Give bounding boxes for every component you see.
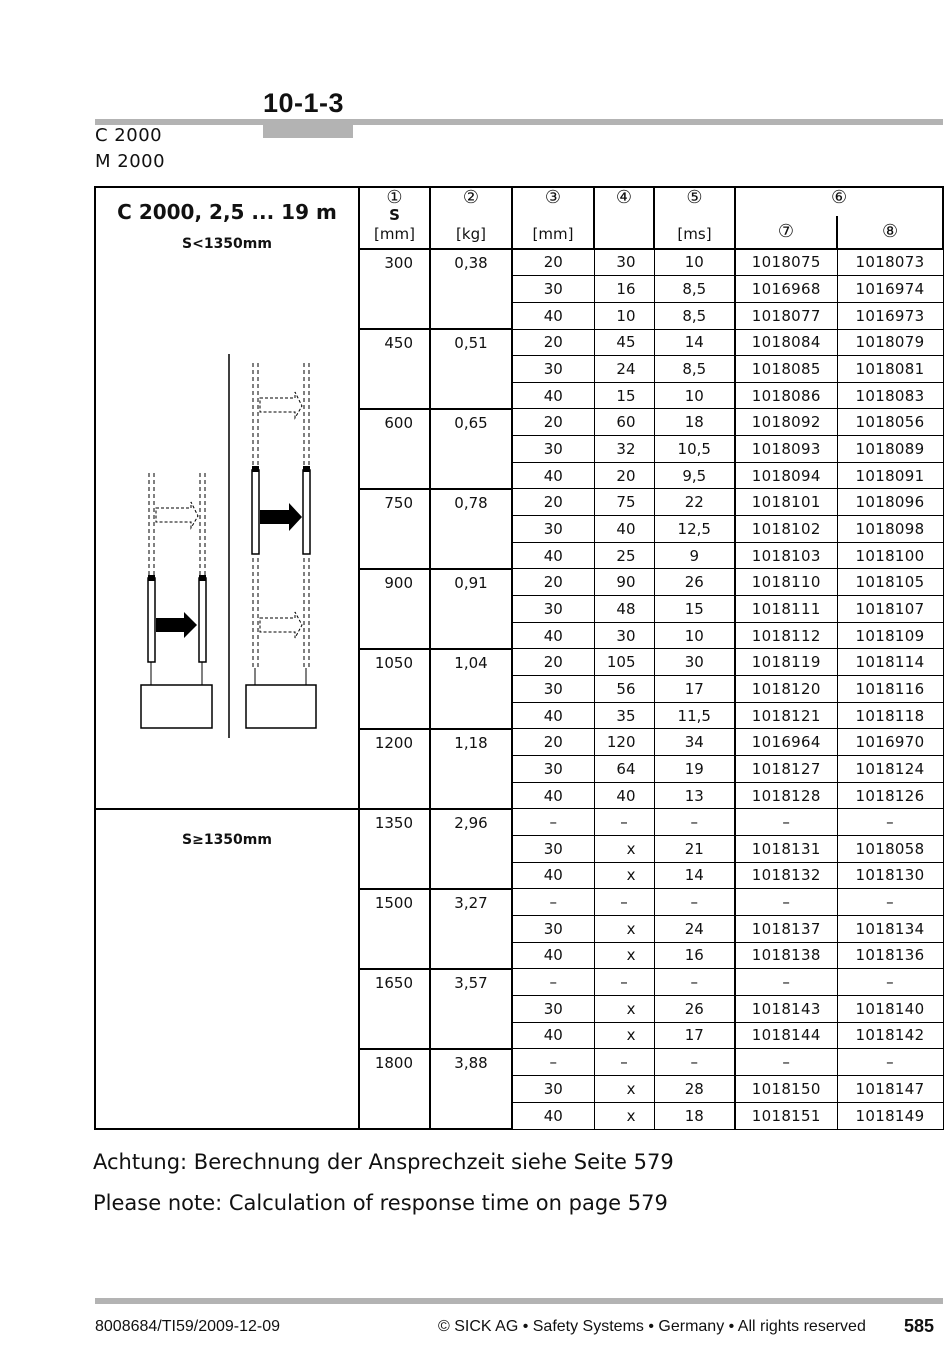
- part-number: 1018142: [837, 1022, 943, 1049]
- part-number: 1016968: [735, 276, 837, 303]
- weight-kg: 2,96: [430, 809, 512, 889]
- resolution: 30: [512, 276, 594, 303]
- value-4: –: [594, 809, 654, 836]
- part-number: 1016970: [837, 729, 943, 756]
- note-german: Achtung: Berechnung der Ansprechzeit siehe Seite 579: [93, 1150, 674, 1174]
- part-number: 1018147: [837, 1075, 943, 1102]
- part-number: 1018110: [735, 569, 837, 596]
- spacer: [595, 208, 653, 222]
- base-block: [246, 685, 316, 728]
- header-rule-tab: [263, 119, 353, 138]
- response-time: 17: [654, 676, 735, 703]
- part-number: –: [837, 809, 943, 836]
- value-4: –: [594, 1049, 654, 1076]
- resolution: 30: [512, 915, 594, 942]
- part-number: –: [837, 969, 943, 996]
- part-number: 1018138: [735, 942, 837, 969]
- value-4: 24: [594, 356, 654, 383]
- part-number: –: [837, 889, 943, 916]
- resolution: 30: [512, 676, 594, 703]
- model-name: C 2000: [95, 125, 163, 146]
- column-header: [735, 187, 943, 216]
- distance-s: 1050: [359, 649, 430, 729]
- part-number: –: [735, 889, 837, 916]
- dashed-arrow: [156, 502, 198, 528]
- part-number: 1018058: [837, 835, 943, 862]
- column-number: ④: [615, 187, 633, 208]
- page-number: 585: [904, 1316, 935, 1336]
- value-4: 40: [594, 782, 654, 809]
- column-number: ⑤: [686, 187, 703, 208]
- part-number: 1018136: [837, 942, 943, 969]
- distance-s: 300: [359, 249, 430, 329]
- part-number: 1018101: [735, 489, 837, 516]
- part-number: 1018096: [837, 489, 943, 516]
- resolution: 30: [512, 756, 594, 783]
- part-number: 1018073: [837, 249, 943, 276]
- resolution: 30: [512, 1075, 594, 1102]
- distance-s: 1650: [359, 969, 430, 1049]
- part-number: 1018119: [735, 649, 837, 676]
- column-number: ⑥: [830, 187, 848, 208]
- response-time: 26: [654, 995, 735, 1022]
- part-number: 1018149: [837, 1102, 943, 1129]
- response-time: 14: [654, 862, 735, 889]
- resolution: 40: [512, 1102, 594, 1129]
- product-cell: [95, 187, 359, 809]
- part-number: –: [735, 809, 837, 836]
- model-name: M 2000: [95, 151, 166, 172]
- part-number: 1018086: [735, 382, 837, 409]
- weight-kg: 0,51: [430, 329, 512, 409]
- part-number: 1018127: [735, 756, 837, 783]
- base-block: [141, 685, 212, 728]
- part-number: 1018114: [837, 649, 943, 676]
- part-number: 1018120: [735, 676, 837, 703]
- spec-table: [94, 186, 944, 1130]
- part-number: 1018079: [837, 329, 943, 356]
- response-time: 8,5: [654, 356, 735, 383]
- response-time: 21: [654, 835, 735, 862]
- part-number: 1018098: [837, 516, 943, 543]
- value-4: 16: [594, 276, 654, 303]
- resolution: –: [512, 809, 594, 836]
- column-header: [359, 187, 430, 249]
- part-number: 1018140: [837, 995, 943, 1022]
- resolution: 20: [512, 569, 594, 596]
- note-english: Please note: Calculation of response time on page 579: [93, 1191, 668, 1215]
- weight-kg: 0,78: [430, 489, 512, 569]
- product-cell-lower: [95, 809, 359, 1129]
- resolution: 20: [512, 329, 594, 356]
- distance-s: 1350: [359, 809, 430, 889]
- part-number: 1018091: [837, 462, 943, 489]
- part-number: 1018131: [735, 835, 837, 862]
- part-number: –: [735, 969, 837, 996]
- column-symbol: S: [389, 206, 400, 224]
- resolution: –: [512, 969, 594, 996]
- resolution: 20: [512, 409, 594, 436]
- response-time: –: [654, 889, 735, 916]
- document-id: 8008684/TI59/2009-12-09: [95, 1318, 281, 1335]
- part-number: 1018116: [837, 676, 943, 703]
- weight-kg: 1,18: [430, 729, 512, 809]
- resolution: 30: [512, 436, 594, 463]
- sub-column-header: ⑧: [837, 216, 943, 249]
- dashed-arrow: [260, 392, 302, 418]
- value-4: x: [594, 835, 654, 862]
- weight-kg: 1,04: [430, 649, 512, 729]
- value-4: 120: [594, 729, 654, 756]
- value-4: 30: [594, 249, 654, 276]
- resolution: 20: [512, 249, 594, 276]
- part-number: 1018111: [735, 596, 837, 623]
- response-time: 10: [654, 382, 735, 409]
- response-time: 13: [654, 782, 735, 809]
- value-4: 45: [594, 329, 654, 356]
- resolution: 40: [512, 302, 594, 329]
- resolution: 40: [512, 542, 594, 569]
- resolution: 30: [512, 835, 594, 862]
- part-number: 1018092: [735, 409, 837, 436]
- value-4: 20: [594, 462, 654, 489]
- weight-kg: 0,38: [430, 249, 512, 329]
- part-number: 1018081: [837, 356, 943, 383]
- value-4: 90: [594, 569, 654, 596]
- response-time: 17: [654, 1022, 735, 1049]
- part-number: 1018132: [735, 862, 837, 889]
- resolution: 40: [512, 1022, 594, 1049]
- value-4: x: [594, 995, 654, 1022]
- value-4: –: [594, 969, 654, 996]
- column-header: [430, 187, 512, 249]
- spacer: [513, 208, 593, 222]
- response-time: –: [654, 1049, 735, 1076]
- column-number: ③: [544, 187, 562, 208]
- dashed-arrow: [260, 612, 302, 638]
- resolution: 40: [512, 702, 594, 729]
- part-number: 1018134: [837, 915, 943, 942]
- response-time: 18: [654, 409, 735, 436]
- value-4: 30: [594, 622, 654, 649]
- part-number: 1018107: [837, 596, 943, 623]
- part-number: 1018112: [735, 622, 837, 649]
- weight-kg: 3,88: [430, 1049, 512, 1129]
- product-title: C 2000, 2,5 ... 19 m: [117, 200, 337, 224]
- response-time: –: [654, 809, 735, 836]
- value-4: x: [594, 862, 654, 889]
- part-number: 1018121: [735, 702, 837, 729]
- part-number: 1018084: [735, 329, 837, 356]
- bar-cap: [199, 575, 206, 581]
- part-number: 1018094: [735, 462, 837, 489]
- light-curtain-diagram: [96, 188, 360, 788]
- column-unit: [mm]: [532, 225, 574, 243]
- part-number: 1018105: [837, 569, 943, 596]
- value-4: x: [594, 1075, 654, 1102]
- value-4: 15: [594, 382, 654, 409]
- column-unit: [mm]: [374, 225, 415, 243]
- column-unit: [kg]: [456, 225, 486, 243]
- distance-s: 450: [359, 329, 430, 409]
- response-time: 19: [654, 756, 735, 783]
- value-4: 60: [594, 409, 654, 436]
- value-4: 10: [594, 302, 654, 329]
- sender-bar: [148, 578, 155, 662]
- resolution: 30: [512, 995, 594, 1022]
- receiver-bar: [199, 578, 206, 662]
- response-time: 18: [654, 1102, 735, 1129]
- weight-kg: 3,27: [430, 889, 512, 969]
- weight-kg: 0,91: [430, 569, 512, 649]
- table-row: [95, 809, 943, 836]
- part-number: 1018118: [837, 702, 943, 729]
- part-number: 1016974: [837, 276, 943, 303]
- part-number: 1018103: [735, 542, 837, 569]
- part-number: 1018151: [735, 1102, 837, 1129]
- header-rule: [353, 119, 943, 125]
- part-number: 1018124: [837, 756, 943, 783]
- resolution: 30: [512, 356, 594, 383]
- part-number: 1018093: [735, 436, 837, 463]
- sub-column-header: ⑦: [735, 216, 837, 249]
- distance-s: 900: [359, 569, 430, 649]
- response-time: 14: [654, 329, 735, 356]
- sender-bar: [252, 470, 259, 554]
- resolution: 40: [512, 862, 594, 889]
- response-time: 9: [654, 542, 735, 569]
- part-number: 1016973: [837, 302, 943, 329]
- response-time: 10: [654, 249, 735, 276]
- response-time: 22: [654, 489, 735, 516]
- value-4: 32: [594, 436, 654, 463]
- response-time: 30: [654, 649, 735, 676]
- value-4: x: [594, 1022, 654, 1049]
- response-time: 9,5: [654, 462, 735, 489]
- resolution: 40: [512, 382, 594, 409]
- column-number: ①: [386, 187, 403, 208]
- response-time: 10: [654, 622, 735, 649]
- part-number: 1018077: [735, 302, 837, 329]
- resolution: –: [512, 1049, 594, 1076]
- column-header: [654, 187, 735, 249]
- response-time: 26: [654, 569, 735, 596]
- part-number: 1018128: [735, 782, 837, 809]
- response-time: 24: [654, 915, 735, 942]
- resolution: –: [512, 889, 594, 916]
- part-number: –: [735, 1049, 837, 1076]
- value-4: 64: [594, 756, 654, 783]
- section-number: 10-1-3: [263, 88, 345, 118]
- bar-cap: [252, 466, 259, 472]
- copyright-notice: © SICK AG • Safety Systems • Germany • All rights reserved: [438, 1318, 866, 1335]
- resolution: 30: [512, 516, 594, 543]
- distance-s: 1500: [359, 889, 430, 969]
- distance-s: 1800: [359, 1049, 430, 1129]
- part-number: 1018056: [837, 409, 943, 436]
- bar-cap: [148, 575, 155, 581]
- value-4: 40: [594, 516, 654, 543]
- part-number: 1018144: [735, 1022, 837, 1049]
- response-time: 8,5: [654, 302, 735, 329]
- value-4: x: [594, 915, 654, 942]
- column-unit: [ms]: [677, 225, 712, 243]
- footer-rule: [95, 1298, 943, 1304]
- response-time: –: [654, 969, 735, 996]
- part-number: 1018100: [837, 542, 943, 569]
- response-time: 8,5: [654, 276, 735, 303]
- response-time: 34: [654, 729, 735, 756]
- column-number: ②: [462, 187, 480, 208]
- resolution: 40: [512, 622, 594, 649]
- weight-kg: 3,57: [430, 969, 512, 1049]
- resolution: 30: [512, 596, 594, 623]
- part-number: 1018150: [735, 1075, 837, 1102]
- resolution: 20: [512, 649, 594, 676]
- value-4: 56: [594, 676, 654, 703]
- value-4: 48: [594, 596, 654, 623]
- resolution: 20: [512, 729, 594, 756]
- column-header: [594, 187, 654, 249]
- part-number: 1018089: [837, 436, 943, 463]
- solid-arrow: [260, 503, 302, 531]
- condition-label: S≥1350mm: [182, 831, 272, 848]
- condition-label: S<1350mm: [182, 236, 272, 252]
- part-number: 1018126: [837, 782, 943, 809]
- part-number: –: [837, 1049, 943, 1076]
- value-4: x: [594, 1102, 654, 1129]
- resolution: 40: [512, 462, 594, 489]
- response-time: 10,5: [654, 436, 735, 463]
- column-header: [512, 187, 594, 249]
- receiver-bar: [303, 470, 310, 554]
- part-number: 1018137: [735, 915, 837, 942]
- response-time: 16: [654, 942, 735, 969]
- resolution: 40: [512, 782, 594, 809]
- value-4: 75: [594, 489, 654, 516]
- part-number: 1018143: [735, 995, 837, 1022]
- resolution: 40: [512, 942, 594, 969]
- part-number: 1018075: [735, 249, 837, 276]
- distance-s: 750: [359, 489, 430, 569]
- part-number: 1016964: [735, 729, 837, 756]
- value-4: –: [594, 889, 654, 916]
- header-row: [95, 187, 943, 216]
- response-time: 11,5: [654, 702, 735, 729]
- resolution: 20: [512, 489, 594, 516]
- part-number: 1018130: [837, 862, 943, 889]
- weight-kg: 0,65: [430, 409, 512, 489]
- response-time: 15: [654, 596, 735, 623]
- value-4: 25: [594, 542, 654, 569]
- spacer: [431, 208, 511, 222]
- solid-arrow: [156, 612, 197, 638]
- part-number: 1018102: [735, 516, 837, 543]
- part-number: 1018083: [837, 382, 943, 409]
- distance-s: 600: [359, 409, 430, 489]
- spacer: [655, 208, 734, 222]
- value-4: 105: [594, 649, 654, 676]
- distance-s: 1200: [359, 729, 430, 809]
- part-number: 1018109: [837, 622, 943, 649]
- value-4: 35: [594, 702, 654, 729]
- response-time: 12,5: [654, 516, 735, 543]
- response-time: 28: [654, 1075, 735, 1102]
- bar-cap: [303, 466, 310, 472]
- value-4: x: [594, 942, 654, 969]
- part-number: 1018085: [735, 356, 837, 383]
